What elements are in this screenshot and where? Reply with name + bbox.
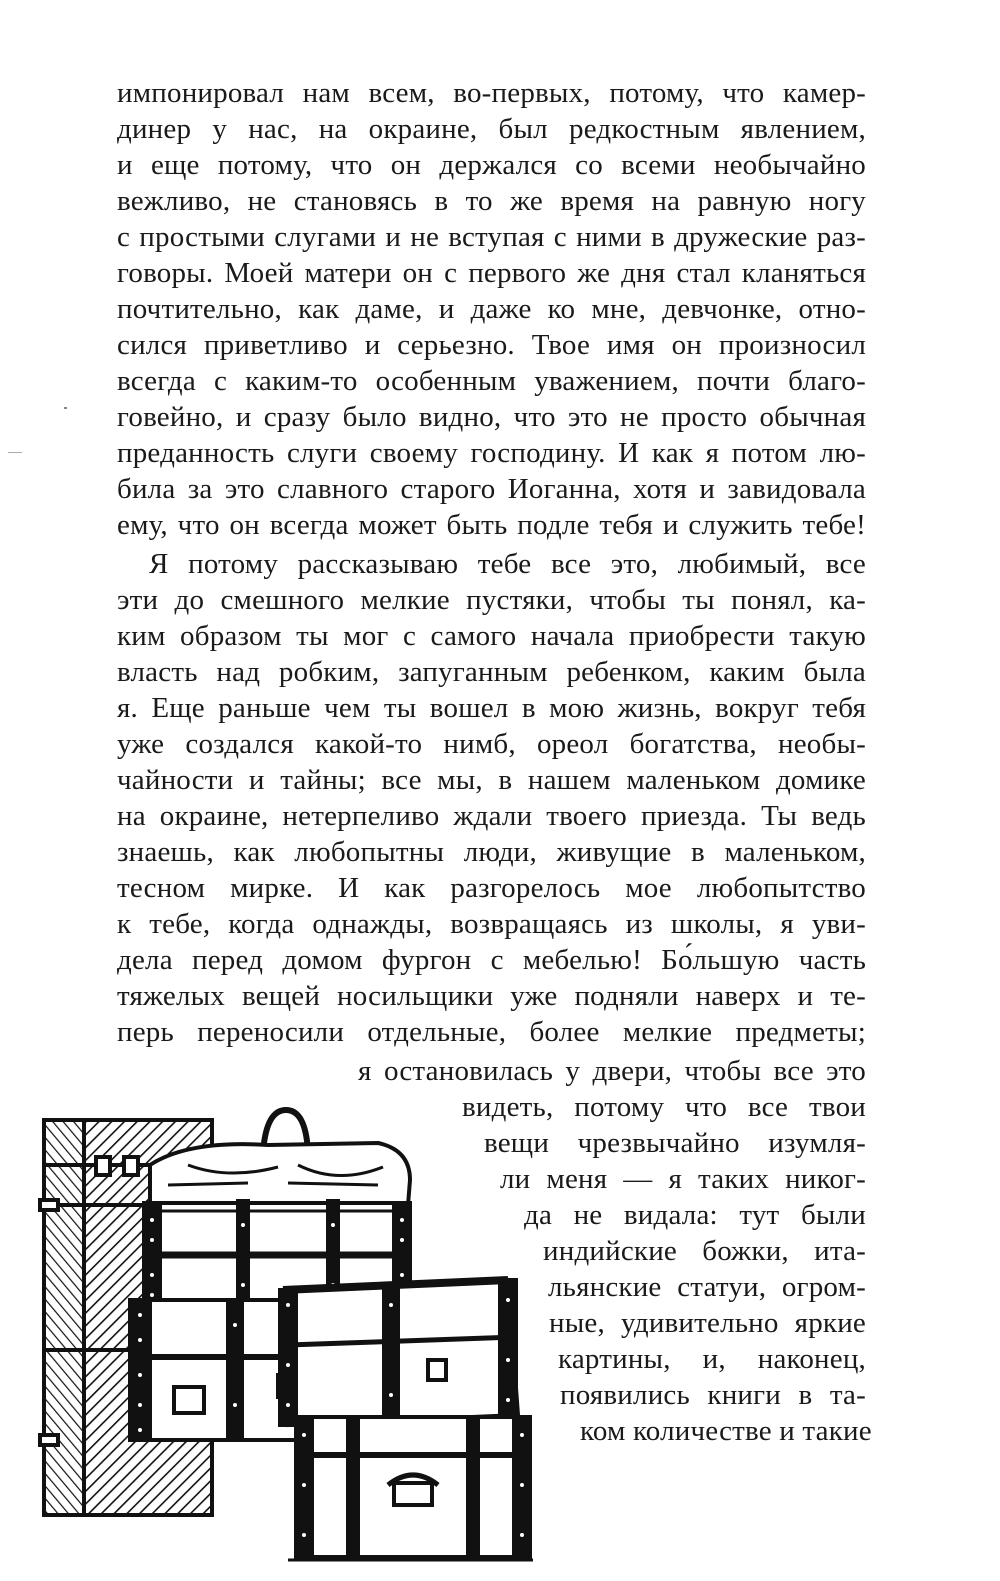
text-line: дела перед домом фургон с мебелью! Бо́льшую часть: [117, 944, 866, 976]
text-line: ком количестве и такие: [580, 1415, 872, 1447]
text-line: импонировал нам всем, во-первых, потому, что камер-: [117, 77, 866, 109]
luggage-illustration: [38, 1105, 533, 1567]
text-line: власть над робким, запуганным ребенком, каким была: [117, 656, 866, 688]
text-line: да не видала: тут были: [524, 1199, 866, 1231]
text-line: била за это славного старого Иоганна, хотя и завидовала: [117, 473, 866, 505]
scan-speck: [64, 407, 67, 409]
text-line: тесном мирке. И как разгорелось мое любопытство: [117, 872, 866, 904]
text-line: Я потому рассказываю тебе все это, любимый, все: [149, 548, 866, 580]
text-line: ные, удивительно яркие: [549, 1307, 866, 1339]
text-line: появились книги в та-: [560, 1379, 866, 1411]
text-line: видеть, потому что все твои: [462, 1091, 866, 1123]
text-line: ким образом ты мог с самого начала приобрести такую: [117, 620, 866, 652]
scan-speck: [8, 452, 22, 453]
text-line: эти до смешного мелкие пустяки, чтобы ты понял, ка-: [117, 584, 866, 616]
text-line: и еще потому, что он держался со всеми необычайно: [117, 149, 866, 181]
text-line: говейно, и сразу было видно, что это не просто обычная: [117, 401, 866, 433]
text-line: чайности и тайны; все мы, в нашем маленьком домике: [117, 764, 866, 796]
text-line: я остановилась у двери, чтобы все это: [358, 1055, 866, 1087]
text-line: вежливо, не становясь в то же время на равную ногу: [117, 185, 866, 217]
text-line: сился приветливо и серьезно. Твое имя он произносил: [117, 329, 866, 361]
text-line: всегда с каким-то особенным уважением, почти благо-: [117, 365, 866, 397]
text-line: к тебе, когда однажды, возвращаясь из школы, я уви-: [117, 908, 866, 940]
text-line: картины, и, наконец,: [558, 1343, 866, 1375]
text-line: перь переносили отдельные, более мелкие предметы;: [117, 1016, 866, 1048]
text-line: с простыми слугами и не вступая с ними в дружеские раз-: [117, 221, 866, 253]
text-line: знаешь, как любопытны люди, живущие в маленьком,: [117, 836, 866, 868]
text-line: льянские статуи, огром-: [548, 1271, 866, 1303]
text-line: говоры. Моей матери он с первого же дня стал кланяться: [117, 257, 866, 289]
text-line: почтительно, как даме, и даже ко мне, девчонке, отно-: [117, 293, 866, 325]
text-line: я. Еще раньше чем ты вошел в мою жизнь, вокруг тебя: [117, 692, 866, 724]
text-line: ему, что он всегда может быть подле тебя и служить тебе!: [117, 509, 866, 541]
text-line: вещи чрезвычайно изумля-: [484, 1127, 866, 1159]
text-line: на окраине, нетерпеливо ждали твоего приезда. Ты ведь: [117, 800, 866, 832]
text-line: индийские божки, ита-: [543, 1235, 866, 1267]
text-line: динер у нас, на окраине, был редкостным явлением,: [117, 113, 866, 145]
text-line: тяжелых вещей носильщики уже подняли наверх и те-: [117, 980, 866, 1012]
text-line: преданность слуги своему господину. И как я потом лю-: [117, 437, 866, 469]
text-line: уже создался какой-то нимб, ореол богатства, необы-: [117, 728, 866, 760]
bottom-chest: [288, 1417, 533, 1560]
side-chest: [280, 1280, 518, 1425]
text-line: ли меня — я таких никог-: [500, 1163, 866, 1195]
